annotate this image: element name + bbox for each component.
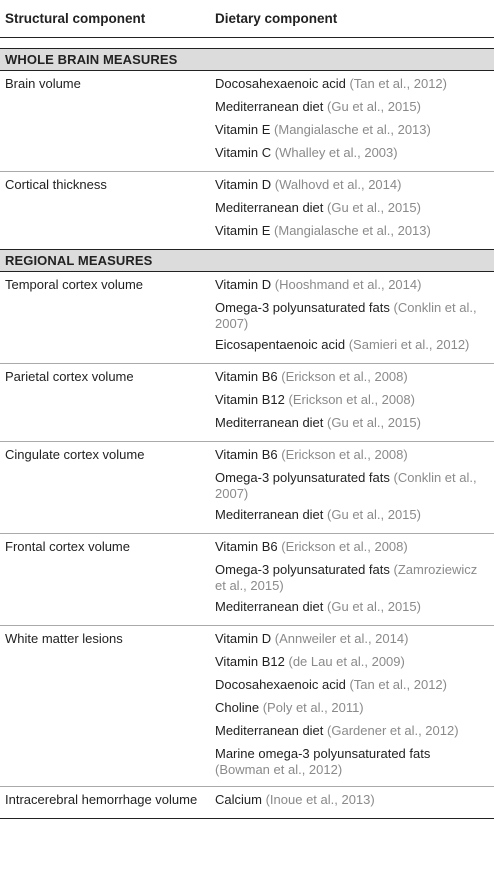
- list-item: [215, 626, 488, 649]
- table-row: [0, 172, 494, 249]
- list-item: [215, 534, 488, 557]
- dietary-component-name: Vitamin D: [215, 277, 272, 292]
- table-header: [0, 0, 494, 38]
- list-item: [215, 557, 488, 594]
- list-item: [215, 295, 488, 332]
- list-item: [215, 140, 488, 163]
- dietary-component-cell: [210, 787, 494, 818]
- list-item: [215, 195, 488, 218]
- structural-component-cell: Cingulate cortex volume: [5, 447, 145, 462]
- structural-component-cell: White matter lesions: [5, 631, 123, 646]
- table-body: [0, 48, 494, 818]
- dietary-component-name: Docosahexaenoic acid: [215, 76, 346, 91]
- dietary-component-name: Vitamin B12: [215, 654, 285, 669]
- citation-link[interactable]: (Walhovd et al., 2014): [274, 177, 402, 192]
- table-row: [0, 534, 494, 626]
- list-item: [215, 594, 488, 617]
- dietary-component-name: Eicosapentaenoic acid: [215, 337, 346, 352]
- dietary-component-name: Mediterranean diet: [215, 723, 324, 738]
- dietary-component-name: Vitamin B6: [215, 539, 278, 554]
- structural-component-cell: Brain volume: [5, 76, 81, 91]
- dietary-component-name: Mediterranean diet: [215, 507, 324, 522]
- citation-link[interactable]: (Poly et al., 2011): [262, 700, 364, 715]
- citation-link[interactable]: (Tan et al., 2012): [349, 76, 447, 91]
- section-heading: WHOLE BRAIN MEASURES: [0, 48, 494, 71]
- dietary-component-cell: [210, 272, 494, 363]
- citation-link[interactable]: (Bowman et al., 2012): [215, 762, 343, 777]
- dietary-component-cell: [210, 626, 494, 786]
- table-row: [0, 442, 494, 534]
- list-item: [215, 672, 488, 695]
- dietary-component-name: Vitamin B6: [215, 369, 278, 384]
- citation-link[interactable]: (Samieri et al., 2012): [348, 337, 470, 352]
- table-row: [0, 787, 494, 818]
- dietary-component-name: Omega-3 polyunsaturated fats: [215, 562, 390, 577]
- header-structural-component: Structural component: [5, 11, 146, 26]
- list-item: [215, 695, 488, 718]
- dietary-component-cell: [210, 534, 494, 625]
- list-item: [215, 94, 488, 117]
- dietary-component-cell: [210, 71, 494, 171]
- dietary-component-name: Mediterranean diet: [215, 599, 324, 614]
- table-row: [0, 626, 494, 787]
- table-row: [0, 364, 494, 442]
- dietary-component-name: Mediterranean diet: [215, 200, 324, 215]
- dietary-component-name: Omega-3 polyunsaturated fats: [215, 300, 390, 315]
- table-bottom-rule: [0, 818, 494, 819]
- structural-component-cell: Cortical thickness: [5, 177, 107, 192]
- structural-component-cell: Temporal cortex volume: [5, 277, 143, 292]
- dietary-component-name: Mediterranean diet: [215, 99, 324, 114]
- dietary-component-cell: [210, 172, 494, 249]
- list-item: [215, 502, 488, 525]
- dietary-component-cell: [210, 442, 494, 533]
- table-row: [0, 71, 494, 172]
- citation-link[interactable]: (Gardener et al., 2012): [327, 723, 459, 738]
- citation-link[interactable]: (Gu et al., 2015): [327, 200, 421, 215]
- list-item: [215, 272, 488, 295]
- list-item: [215, 442, 488, 465]
- citation-link[interactable]: (Erickson et al., 2008): [288, 392, 415, 407]
- citation-link[interactable]: (Gu et al., 2015): [327, 599, 421, 614]
- citation-link[interactable]: (Gu et al., 2015): [327, 415, 421, 430]
- list-item: [215, 364, 488, 387]
- dietary-component-name: Vitamin C: [215, 145, 272, 160]
- header-dietary-component: Dietary component: [215, 11, 338, 26]
- citation-link[interactable]: (Annweiler et al., 2014): [274, 631, 409, 646]
- citation-link[interactable]: (Gu et al., 2015): [327, 507, 421, 522]
- list-item: [215, 410, 488, 433]
- structural-component-cell: Frontal cortex volume: [5, 539, 130, 554]
- citation-link[interactable]: (Mangialasche et al., 2013): [274, 223, 431, 238]
- dietary-component-name: Vitamin D: [215, 631, 272, 646]
- citation-link[interactable]: (Gu et al., 2015): [327, 99, 421, 114]
- list-item: [215, 787, 488, 810]
- structural-component-cell: Intracerebral hemorrhage volume: [5, 792, 198, 807]
- dietary-component-name: Vitamin E: [215, 223, 271, 238]
- header-spacer: [0, 38, 494, 48]
- structural-component-cell: Parietal cortex volume: [5, 369, 134, 384]
- citation-link[interactable]: (de Lau et al., 2009): [288, 654, 405, 669]
- dietary-component-name: Mediterranean diet: [215, 415, 324, 430]
- table-row: [0, 272, 494, 364]
- citation-link[interactable]: (Hooshmand et al., 2014): [274, 277, 422, 292]
- list-item: [215, 649, 488, 672]
- citation-link[interactable]: (Erickson et al., 2008): [281, 369, 408, 384]
- citation-link[interactable]: (Zamroziewicz et al., 2015): [215, 562, 478, 593]
- list-item: [215, 218, 488, 241]
- dietary-component-name: Vitamin B12: [215, 392, 285, 407]
- list-item: [215, 387, 488, 410]
- list-item: [215, 117, 488, 140]
- citation-link[interactable]: (Inoue et al., 2013): [265, 792, 375, 807]
- dietary-component-name: Choline: [215, 700, 260, 715]
- dietary-component-name: Omega-3 polyunsaturated fats: [215, 470, 390, 485]
- citation-link[interactable]: (Mangialasche et al., 2013): [274, 122, 431, 137]
- dietary-component-cell: [210, 364, 494, 441]
- list-item: [215, 718, 488, 741]
- list-item: [215, 332, 488, 355]
- dietary-component-name: Marine omega-3 polyunsaturated fats: [215, 746, 431, 761]
- dietary-component-name: Vitamin B6: [215, 447, 278, 462]
- dietary-component-name: Calcium: [215, 792, 262, 807]
- list-item: [215, 465, 488, 502]
- section-heading: REGIONAL MEASURES: [0, 249, 494, 272]
- citation-link[interactable]: (Conklin et al., 2007): [215, 470, 477, 501]
- citation-link[interactable]: (Conklin et al., 2007): [215, 300, 477, 331]
- list-item: [215, 172, 488, 195]
- citation-link[interactable]: (Tan et al., 2012): [349, 677, 447, 692]
- list-item: [215, 71, 488, 94]
- dietary-component-name: Vitamin D: [215, 177, 272, 192]
- list-item: [215, 741, 488, 778]
- dietary-component-name: Vitamin E: [215, 122, 271, 137]
- dietary-component-name: Docosahexaenoic acid: [215, 677, 346, 692]
- citation-link[interactable]: (Erickson et al., 2008): [281, 539, 408, 554]
- citation-link[interactable]: (Whalley et al., 2003): [274, 145, 398, 160]
- citation-link[interactable]: (Erickson et al., 2008): [281, 447, 408, 462]
